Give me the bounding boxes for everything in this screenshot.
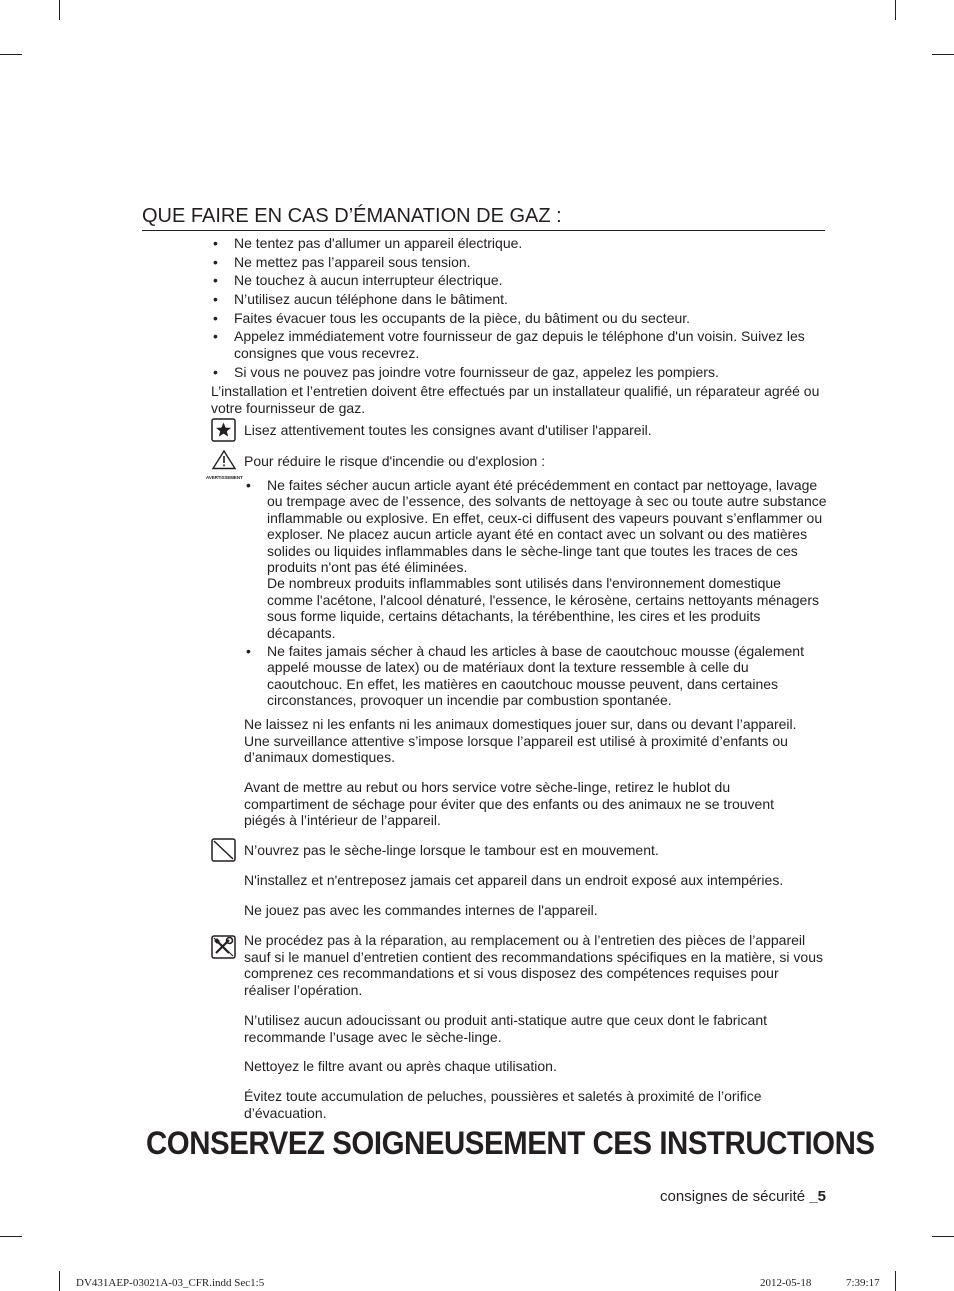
lint-warning: Évitez toute accumulation de peluches, poussières et saletés à proximité de l’orifice d’évacuation. [244,1088,762,1121]
page-number: _5 [809,1188,826,1205]
crop-mark [932,54,954,55]
list-item [211,235,825,252]
bullet-dot: • [246,477,251,493]
crop-mark [0,1236,22,1237]
list-item-text: Appelez immédiatement votre fournisseur de gaz depuis le téléphone d'un voisin. Suivez les consignes que vous recevrez. [234,328,805,361]
print-slug-date: 2012-05-18 [760,1277,812,1289]
crop-mark [0,54,22,55]
crop-mark [59,1271,60,1291]
print-slug-time: 7:39:17 [846,1277,880,1289]
bullet-dot: • [213,272,218,289]
bullet-dot: • [246,643,251,660]
disposal-warning: Avant de mettre au rebut ou hors service votre sèche-linge, retirez le hublot du compartiment de séchage pour éviter que des enfants ou des animaux ne se trouvent piégés à l’intérieur de l’appareil. [244,779,774,828]
star-icon [211,418,236,447]
list-item [211,364,825,381]
warning-intro: Pour réduire le risque d'incendie ou d'explosion : [244,453,546,469]
warning-label: AVERTISSEMENT [206,475,243,480]
section-title: QUE FAIRE EN CAS D’ÉMANATION DE GAZ : [142,204,825,231]
crop-mark [895,0,896,20]
list-item [211,291,825,308]
crop-mark [895,1271,896,1291]
warning-bullet-list [244,477,827,711]
list-item-text: Ne touchez à aucun interrupteur électrique. [234,272,503,289]
list-item [244,477,827,641]
softener-warning: N’utilisez aucun adoucissant ou produit anti-statique autre que ceux dont le fabricant recommande l’usage avec le sèche-linge. [244,1012,767,1045]
prohibit-open-dryer: N’ouvrez pas le sèche-linge lorsque le tambour est en mouvement. [244,842,659,858]
warning-icon [206,450,243,480]
read-instructions-note: Lisez attentivement toutes les consignes avant d'utiliser l'appareil. [244,422,652,438]
list-item-text: Si vous ne pouvez pas joindre votre fournisseur de gaz, appelez les pompiers. [234,363,719,380]
list-item-extra: De nombreux produits inflammables sont utilisés dans l'environnement domestique comme l'acétone, l'alcool dénaturé, l'essence, le kérosène, certains nettoyants ménagers sous forme liquide, certains détachants, la térébenthine, les cires et les produits décapants. [267,575,819,641]
list-item-text: Ne faites sécher aucun article ayant été précédemment en contact par nettoyage, lavage ou trempage avec de l’essence, des solvants de nettoyage à sec ou toute autre substance inflammable ou explosive. En effet, ceux-ci diffusent des vapeurs pouvant s’enflammer ou exploser. Ne placez aucun article ayant été en contact avec un solvant ou des matières solides ou liquides inflammables dans le sèche-linge tant que toutes les traces de ces produits n'ont pas été éliminées. [267,477,827,576]
bullet-dot: • [213,291,218,308]
bullet-dot: • [213,363,218,380]
list-item-text: Ne mettez pas l’appareil sous tension. [234,253,471,270]
list-item-text: Ne tentez pas d'allumer un appareil électrique. [234,235,523,251]
list-item [211,272,825,289]
bullet-dot: • [213,235,218,251]
no-repair-tools-icon [211,935,236,964]
children-warning: Ne laissez ni les enfants ni les animaux domestiques jouer sur, dans ou devant l’appareil. Une surveillance attentive s’impose lorsque l’appareil est utilisé à proximité d’enfants ou d’animaux domestiques. [244,716,797,765]
prohibit-controls: Ne jouez pas avec les commandes internes de l'appareil. [244,902,598,918]
crop-mark [59,0,60,20]
repair-warning: Ne procédez pas à la réparation, au remplacement ou à l’entretien des pièces de l’appareil sauf si le manuel d’entretien contient des recommandations spécifiques en la matière, si vous comprenez ces recommandations et si vous disposez des compétences requises pour réaliser l’opération. [244,932,823,998]
page-footer [660,1188,826,1205]
bullet-dot: • [213,253,218,270]
bullet-dot: • [213,328,218,345]
list-item [211,310,825,327]
list-item-text: Faites évacuer tous les occupants de la pièce, du bâtiment ou du secteur. [234,309,691,326]
list-item [211,328,825,361]
save-instructions-title: CONSERVEZ SOIGNEUSEMENT CES INSTRUCTIONS [146,1125,875,1161]
print-slug-file: DV431AEP-03021A-03_CFR.indd Sec1:5 [76,1277,265,1289]
list-item [244,643,827,709]
list-item-text: Ne faites jamais sécher à chaud les articles à base de caoutchouc mousse (également appelé mousse de latex) ou de matériaux dont la texture ressemble à celle du caoutchouc. En effet, les matières en caoutchouc mousse peuvent, dans certaines circonstances, provoquer un incendie par combustion spontanée. [267,643,804,709]
filter-cleaning-note: Nettoyez le filtre avant ou après chaque utilisation. [244,1058,557,1074]
bullet-dot: • [213,309,218,326]
footer-section-name: consignes de sécurité [660,1188,810,1205]
list-item [211,254,825,271]
installation-text: L’installation et l’entretien doivent être effectués par un installateur qualifié, un réparateur agréé ou votre fournisseur de gaz. [211,383,820,416]
gas-bullet-list [211,235,825,382]
crop-mark [932,1236,954,1237]
prohibition-icon [211,838,236,867]
list-item-text: N’utilisez aucun téléphone dans le bâtiment. [234,291,508,308]
prohibit-outdoor-install: N'installez et n'entreposez jamais cet appareil dans un endroit exposé aux intempéries. [244,872,784,888]
